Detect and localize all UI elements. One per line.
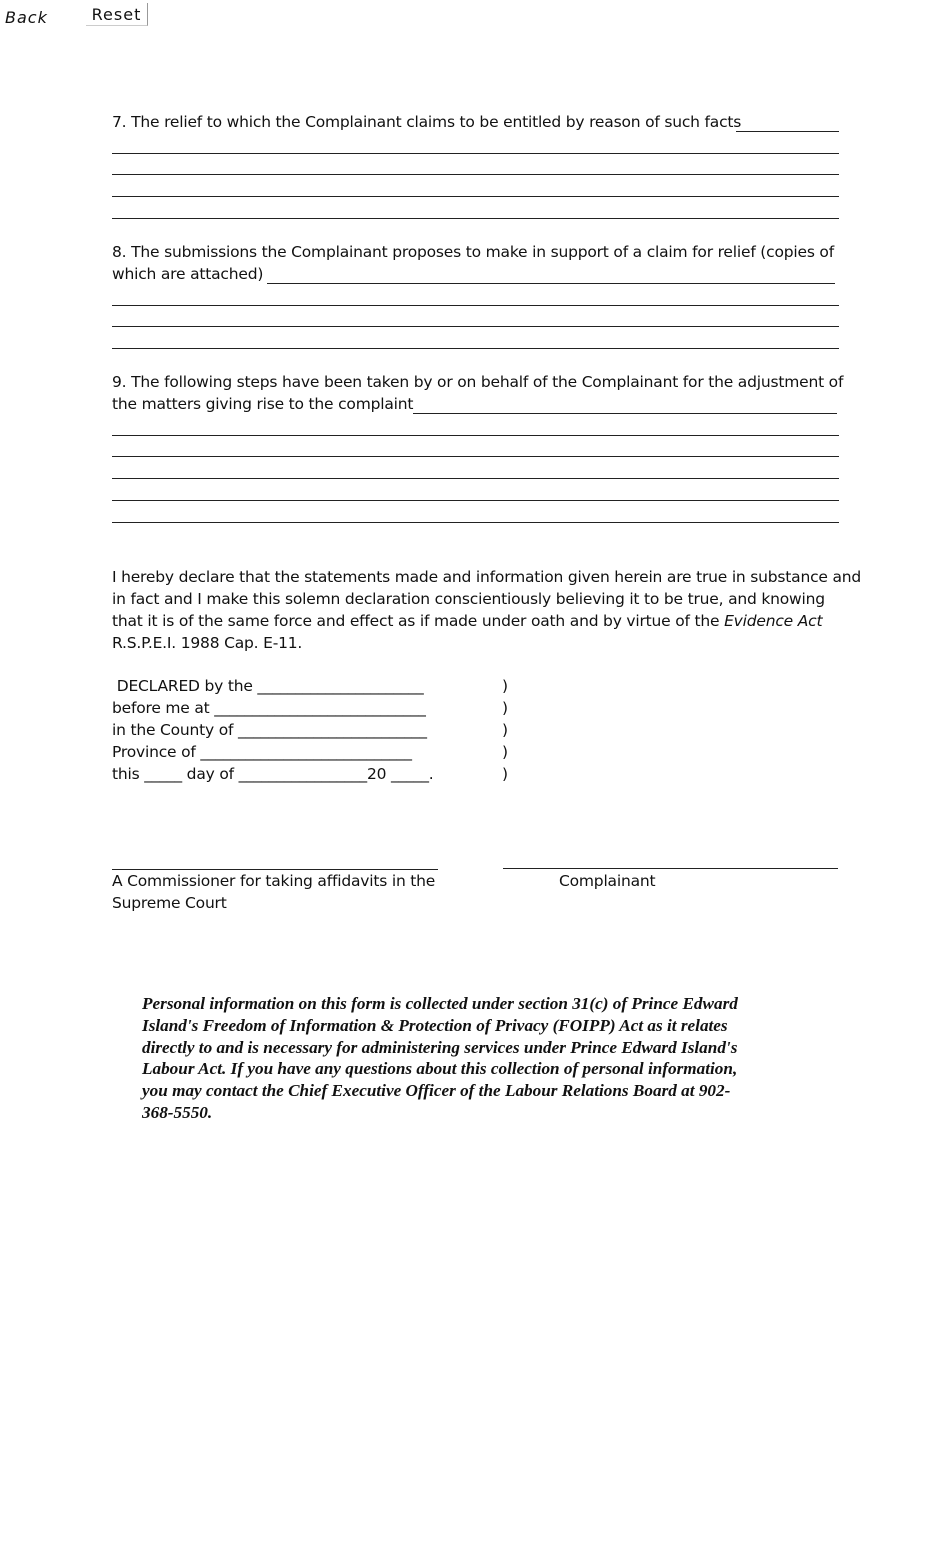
privacy-notice-line: Island's Freedom of Information & Protection of Privacy (FOIPP) Act as it relates <box>142 1015 728 1035</box>
privacy-notice-line: Personal information on this form is collected under section 31(c) of Prince Edward <box>142 994 738 1013</box>
complainant-signature-line <box>503 868 838 869</box>
declared-by-line: DECLARED by the ______________________ <box>112 677 424 695</box>
bracket-paren: ) <box>502 677 508 695</box>
evidence-act-title: Evidence Act <box>724 612 823 630</box>
declaration-line-2: in fact and I make this solemn declaration conscientiously believing it to be true, and knowing <box>112 590 825 608</box>
back-link[interactable]: Back <box>5 8 48 27</box>
declaration-line-3-text: that it is of the same force and effect as if made under oath and by virtue of the <box>112 612 720 630</box>
complainant-label: Complainant <box>559 872 656 890</box>
section-9-field-line-2[interactable] <box>112 414 839 436</box>
bracket-paren: ) <box>502 765 508 783</box>
section-9-label-line-1: 9. The following steps have been taken by or on behalf of the Complainant for the adjustment of <box>112 373 844 391</box>
section-7-field-line-4[interactable] <box>112 175 839 197</box>
section-9-field-line-5[interactable] <box>112 479 839 501</box>
section-8-field-line-3[interactable] <box>112 305 839 327</box>
section-9-field-line-6[interactable] <box>112 501 839 523</box>
section-7-field-line-5[interactable] <box>112 197 839 219</box>
section-7-field-line-1[interactable] <box>736 110 839 132</box>
privacy-notice <box>142 993 802 1124</box>
declaration-line-4: R.S.P.E.I. 1988 Cap. E-11. <box>112 634 303 652</box>
section-7-label: 7. The relief to which the Complainant claims to be entitled by reason of such facts <box>112 113 742 131</box>
bracket-paren: ) <box>502 699 508 717</box>
privacy-notice-line: directly to and is necessary for administering services under Prince Edward Island's <box>142 1037 738 1057</box>
section-9-label-line-2: the matters giving rise to the complaint <box>112 395 414 413</box>
date-line: this _____ day of _________________20 _____. <box>112 765 434 783</box>
section-9-field-line-1[interactable] <box>413 392 837 414</box>
declaration-line-3 <box>112 610 822 632</box>
county-line: in the County of _________________________ <box>112 721 427 739</box>
section-8-label-line-2: which are attached) <box>112 265 264 283</box>
section-9-field-line-3[interactable] <box>112 435 839 457</box>
privacy-notice-line: you may contact the Chief Executive Officer of the Labour Relations Board at 902- <box>142 1081 731 1101</box>
privacy-notice-line: Labour Act. If you have any questions about this collection of personal information, <box>142 1059 738 1079</box>
reset-button[interactable]: Reset <box>86 3 148 26</box>
section-9-field-line-4[interactable] <box>112 457 839 479</box>
section-7-field-line-3[interactable] <box>112 153 839 175</box>
declaration-line-1: I hereby declare that the statements made and information given herein are true in substance and <box>112 568 862 586</box>
commissioner-label-line-2: Supreme Court <box>112 894 227 912</box>
section-8-field-line-4[interactable] <box>112 327 839 349</box>
section-8-field-line-2[interactable] <box>112 284 839 306</box>
section-7-field-line-2[interactable] <box>112 132 839 154</box>
commissioner-label-line-1: A Commissioner for taking affidavits in the <box>112 872 436 890</box>
bracket-paren: ) <box>502 721 508 739</box>
before-me-at-line: before me at ____________________________ <box>112 699 426 717</box>
privacy-notice-line: 368-5550. <box>142 1102 213 1122</box>
section-8-label-line-1: 8. The submissions the Complainant proposes to make in support of a claim for relief (copies of <box>112 243 834 261</box>
section-8-field-line-1[interactable] <box>267 262 835 284</box>
bracket-paren: ) <box>502 743 508 761</box>
province-line: Province of ____________________________ <box>112 743 412 761</box>
